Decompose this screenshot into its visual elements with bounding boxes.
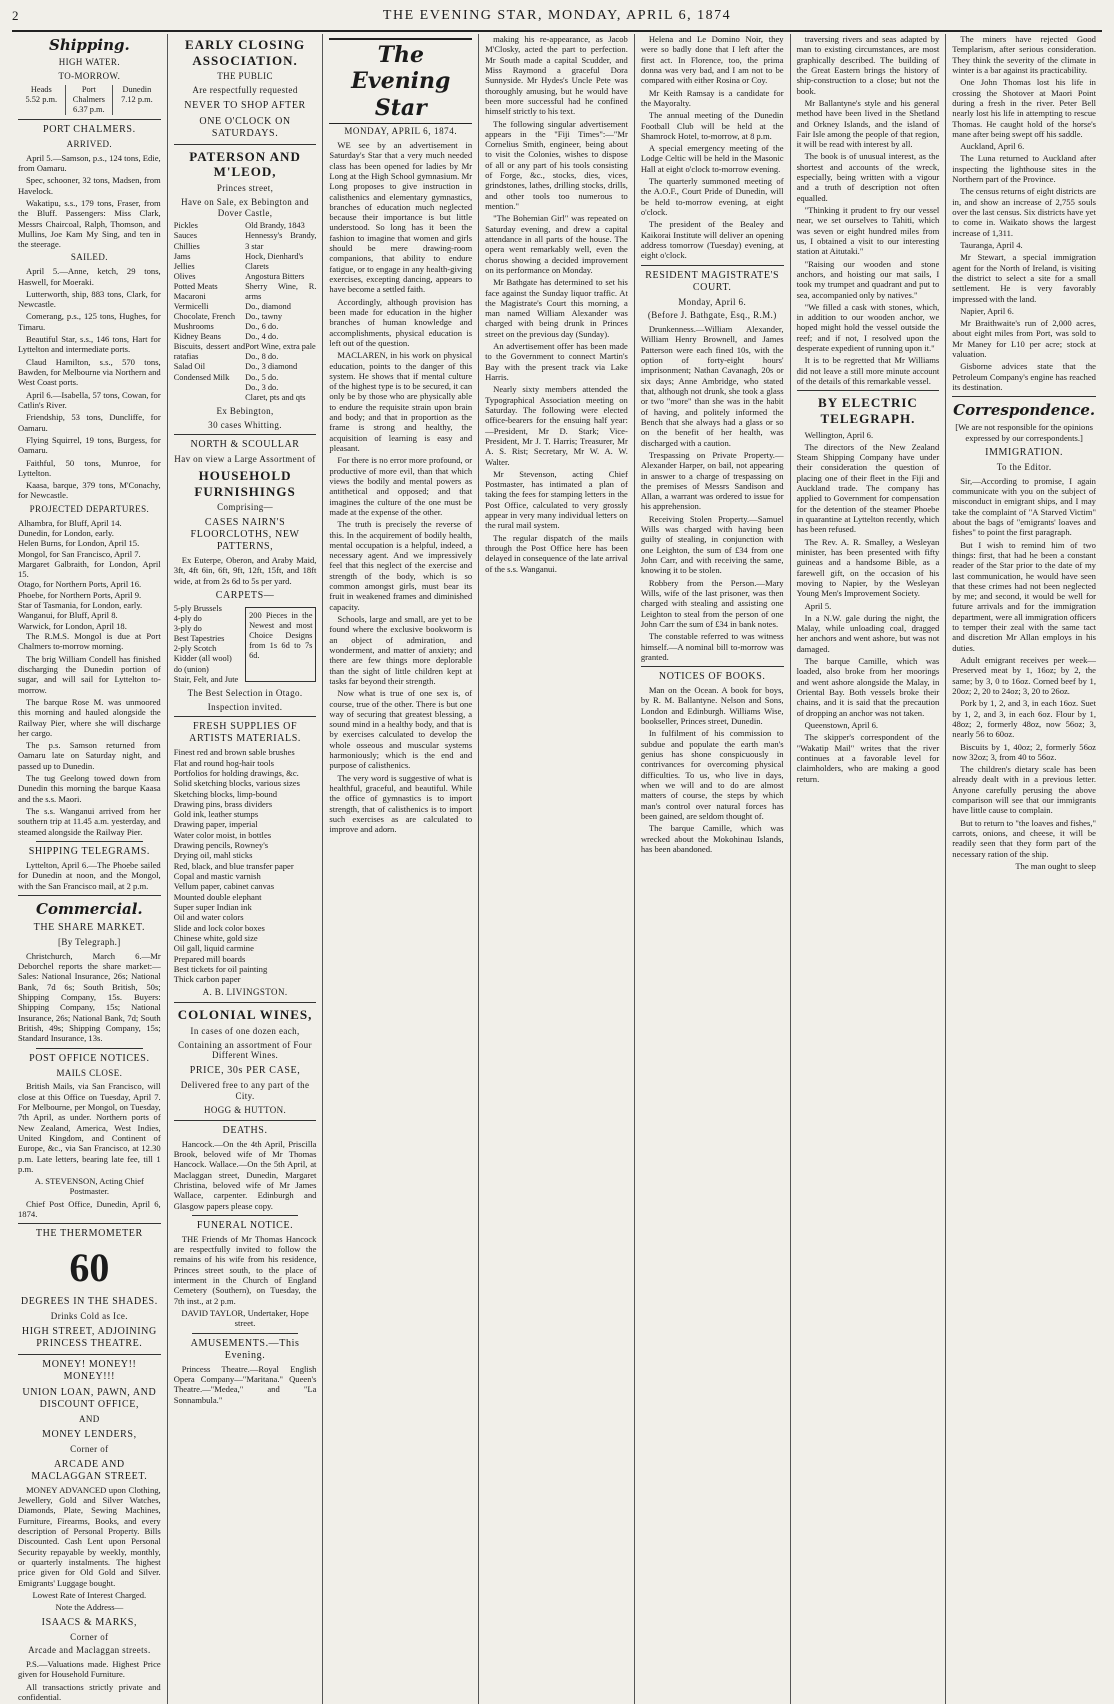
divider bbox=[174, 434, 317, 435]
paterson-item: Kidney Beans bbox=[173, 332, 221, 342]
divider bbox=[18, 1223, 161, 1224]
departure-item: Warwick, for London, April 18. bbox=[18, 620, 127, 631]
never-shop: NEVER TO SHOP AFTER bbox=[184, 99, 306, 111]
high-water: HIGH WATER. bbox=[58, 57, 120, 67]
letter-paragraph: Biscuits by 1, 40oz; 2, formerly 56oz now 32oz; 3, from 40 to 56oz. bbox=[952, 741, 1096, 762]
early-closing-heading: EARLY CLOSING ASSOCIATION. bbox=[185, 37, 306, 68]
undertaker: DAVID TAYLOR, Undertaker, Hope street. bbox=[181, 1308, 309, 1329]
column-2 bbox=[168, 34, 324, 1704]
column-5 bbox=[635, 34, 791, 1704]
princes-street: Princes street, bbox=[216, 182, 274, 193]
colonial-wines-heading: COLONIAL WINES, bbox=[177, 1007, 313, 1023]
carpets-heading: CARPETS— bbox=[215, 590, 275, 602]
departure-item: Alhambra, for Bluff, April 14. bbox=[18, 517, 122, 528]
paterson-item: Olives bbox=[173, 271, 196, 281]
departure-item: Dunedin, for London, early. bbox=[18, 527, 114, 538]
paterson-item: Condensed Milk bbox=[173, 372, 230, 382]
departure-item: Margaret Galbraith, for London, April 15. bbox=[18, 558, 161, 580]
departures-list bbox=[18, 518, 161, 631]
shipping-news-item: The R.M.S. Mongol is due at Port Chalmers to-morrow morning. bbox=[18, 631, 161, 652]
divider bbox=[641, 666, 784, 667]
artists-item: Drying oil, mahl sticks bbox=[173, 850, 253, 861]
books-paragraph: "We filled a cask with stones, which, in addition to our wooden anchor, we hoped might hold the vessel outside the reef; and if not, I resolved upon the desperate expedient of running upon it." bbox=[796, 301, 940, 354]
paterson-item: Sauces bbox=[173, 231, 197, 241]
leader-paragraph: Schools, large and small, are yet to be found where the exclusive bookworm is an object of admiration, and wonderment, and matter of anxiety; and there are few things more deplorable than the sight of little children kept at tasks far beyond their strength. bbox=[329, 614, 473, 686]
private-note: All transactions strictly private and confidential. bbox=[18, 1681, 161, 1703]
paterson-item: Macaroni bbox=[173, 291, 206, 301]
paterson-heading: PATERSON AND M'LEOD, bbox=[189, 148, 301, 180]
money-and: AND bbox=[79, 1414, 100, 1425]
departure-item: Mongol, for San Francisco, April 7. bbox=[18, 548, 141, 559]
books-paragraph: It is to be regretted that Mr Williams did not leave a still more minute account of the details of this remarkable vessel. bbox=[796, 355, 940, 386]
tide-place: Port Chalmers bbox=[72, 84, 105, 104]
paterson-item: Do., tawny bbox=[245, 312, 283, 322]
column-7 bbox=[946, 34, 1102, 1704]
shipping-news-item: The p.s. Samson returned from Oamaru late on Saturday night, and passed up to Dunedin. bbox=[18, 740, 161, 771]
telegram-text: Lyttelton, April 6.—The Phoebe sailed for Dunedin at noon, and the Mongol, with the San Francisco mail, at 2 p.m. bbox=[18, 859, 161, 891]
tide-cell bbox=[18, 85, 66, 115]
mails-close: MAILS CLOSE. bbox=[56, 1067, 123, 1078]
telegraph-paragraph: The skipper's correspondent of the "Wakatip Mail" writes that the river continues at a favorable level for claimholders, who are making a good return. bbox=[796, 732, 940, 784]
degrees-caption: DEGREES IN THE SHADES. bbox=[20, 1296, 158, 1308]
books-paragraph: traversing rivers and seas adapted by man to existing circumstances, are most graphically described. The building of the Great Eastern brings the history of ship-construction to a close; but not the book. bbox=[796, 34, 940, 96]
arcade-street: ARCADE AND MACLAGGAN STREET. bbox=[31, 1458, 148, 1482]
telegraph-paragraph: Mr Stewart, a special immigration agent for the North of Ireland, is visiting the district to select a site for a small settlement. He is very favorably impressed with the land. bbox=[952, 252, 1096, 304]
sailing-item: Claud Hamilton, s.s., 570 tons, Bawden, for Melbourne via Northern and West Coast ports. bbox=[18, 356, 161, 388]
arcade-street-2: Arcade and Maclaggan streets. bbox=[28, 1645, 151, 1656]
artists-item: Chinese white, gold size bbox=[173, 932, 258, 943]
telegraph-paragraph: Tauranga, April 4. bbox=[960, 239, 1023, 250]
court-paragraph: Receiving Stolen Property.—Samuel Wills was charged with having been guilty of stealing, in conjunction with one Leighton, the sum of £34 from one John Carr, and with receiving the same, knowing it to be stolen. bbox=[640, 513, 784, 576]
column-4 bbox=[479, 34, 635, 1704]
telegraph-paragraph: Queenstown, April 6. bbox=[804, 719, 879, 730]
departure-item: Otago, for Northern Ports, April 16. bbox=[18, 579, 142, 590]
correspondence-heading: Correspondence. bbox=[953, 401, 1096, 420]
news-paragraph: Helena and Le Domino Noir, they were so badly done that I left after the first act. In Florence, too, the prima donna was very bad, and I am not to be compared with either Rosina or Coy. bbox=[640, 34, 784, 86]
carpet-item: do (union) bbox=[173, 664, 209, 674]
tide-table bbox=[18, 85, 161, 115]
books-paragraph: In fulfilment of his commission to subdue and populate the earth man's genius has shone conspicuously in contrivances for overcoming physical difficulties. To us, who live in days, when we will and to do are almost matters of course, the steps by which man's control over natural forces has been gained, are seldom thought of. bbox=[640, 728, 784, 821]
divider bbox=[797, 390, 940, 391]
divider bbox=[174, 144, 317, 145]
artists-item: Portfolios for holding drawings, &c. bbox=[173, 767, 299, 778]
shipping-news-item: The barque Rose M. was unmoored this morning and hauled alongside the Railway Pier, where she will discharge her cargo. bbox=[18, 696, 161, 738]
sailing-item: Kaasa, barque, 379 tons, M'Conachy, for Newcastle. bbox=[18, 480, 161, 501]
news-paragraph: making his re-appearance, as Jacob M'Closky, acted the part to perfection. Mr South made a capital Scudder, and Miss Raymond a graceful Dora Sunnyside. Mr Hydes's Uncle Pete was thoroughly amusing, but he would have been more successful had he confined himself strictly to his text. bbox=[485, 34, 628, 117]
divider bbox=[18, 119, 161, 120]
news-paragraph: Nearly sixty members attended the Typographical Association meeting on Saturday. The following were elected office-bearers for the ensuing half year:—President, Mr D. Stark; Vice-President, Mr J. T. Harris; Treasurer, Mr A. S. Rist; Secretary, Mr W. A. W. Walter. bbox=[485, 384, 628, 467]
livingston-signature: A. B. LIVINGSTON. bbox=[202, 987, 288, 998]
artists-item: Drawing pins, brass dividers bbox=[173, 798, 273, 809]
inspection-invited: Inspection invited. bbox=[207, 701, 283, 712]
tide-cell bbox=[66, 85, 114, 115]
wine-cases: In cases of one dozen each, bbox=[190, 1025, 300, 1036]
paterson-item: Do., 3 diamond bbox=[245, 362, 298, 372]
news-paragraph: The quarterly summoned meeting of the A.O.F., Court Pride of Dunedin, will be held to-morrow evening, at eight o'clock. bbox=[640, 176, 784, 217]
artists-item: Finest red and brown sable brushes bbox=[173, 747, 295, 758]
divider bbox=[174, 716, 317, 717]
sailing-item: Comerang, p.s., 125 tons, Hughes, for Timaru. bbox=[18, 311, 161, 332]
telegraph-news bbox=[797, 430, 940, 784]
paterson-item: Do., 6 do. bbox=[245, 322, 279, 332]
paterson-item: Angostura Bitters bbox=[245, 271, 305, 281]
telegraph-paragraph: Gisborne advices state that the Petroleum Company's engine has reached its destination. bbox=[952, 361, 1096, 392]
postmaster-signature: A. STEVENSON, Acting Chief Postmaster. bbox=[34, 1176, 144, 1197]
artists-item: Copal and mastic varnish bbox=[173, 871, 261, 882]
arrived-label: ARRIVED. bbox=[66, 138, 113, 149]
telegraph-paragraph: The miners have rejected Good Templarism, after serious consideration. They think the severity of the climate in winter is a bar against its practicability. bbox=[952, 34, 1096, 75]
shipping-news bbox=[18, 631, 161, 837]
telegraph-heading: BY ELECTRIC TELEGRAPH. bbox=[818, 395, 918, 426]
paterson-item: Port Wine, extra pale bbox=[245, 342, 316, 352]
paterson-item: Biscuits, dessert and ratafias bbox=[173, 342, 246, 362]
telegraph-paragraph: The census returns of eight districts are in, and show an increase of 2,755 souls over the last census. Six districts have yet to come in. Waikato shows the largest increase of 1,311. bbox=[952, 186, 1096, 238]
paterson-item: Hennessy's Brandy, 3 star bbox=[245, 231, 317, 251]
wine-containing: Containing an assortment of Four Different Wines. bbox=[178, 1039, 312, 1061]
telegraph-paragraph: The Luna returned to Auckland after inspecting the lighthouse sites in the Northern part of the Province. bbox=[952, 153, 1096, 185]
telegraph-paragraph: Napier, April 6. bbox=[960, 305, 1014, 316]
departure-item: Helen Burns, for London, April 15. bbox=[18, 538, 140, 549]
books-paragraph: The barque Camille, which was wrecked about the Mokohinau Islands, has been abandoned. bbox=[640, 823, 784, 854]
funeral-heading: FUNERAL NOTICE. bbox=[196, 1219, 294, 1231]
shipping-news-item: The brig William Condell has finished discharging the Dunedin portion of sugar, and will sail for Lyttelton to-morrow. bbox=[18, 653, 161, 695]
to-editor: To the Editor. bbox=[996, 461, 1052, 472]
commercial-heading: Commercial. bbox=[36, 899, 143, 918]
local-news bbox=[485, 34, 628, 574]
books-paragraph: Mr Ballantyne's style and his general method have been lived in the Shetland and Orkney Islands, and the island of Fair Isle among the people of that region, it will be read with interest by all. bbox=[796, 97, 940, 150]
immigration-letter bbox=[952, 476, 1096, 859]
thermometer-heading: THE THERMOMETER bbox=[35, 1228, 143, 1240]
paterson-item: Do., diamond bbox=[245, 301, 291, 311]
news-paragraph: "The Bohemian Girl" was repeated on Saturday evening, and drew a capital attendance in all parts of the house. The opera went remarkably well, even the chorus showing a decided improvement on its performance on Monday. bbox=[485, 213, 628, 275]
telegraph-paragraph: The barque Camille, which was loaded, also broke from her moorings and went ashore alongside the Malay, in Oriental Bay. Both vessels broke their chains, and it is said that the precaution of dropping an anchor was not taken. bbox=[796, 656, 940, 718]
leader-paragraph: Accordingly, although provision has been made for education in the higher branches of human knowledge and accomplishments, physical education is left out of the question. bbox=[329, 296, 473, 348]
telegraph-paragraph: Auckland, April 6. bbox=[960, 141, 1025, 152]
paterson-item: Do., 4 do. bbox=[245, 332, 279, 342]
tide-cell bbox=[113, 85, 161, 115]
letter-paragraph: Pork by 1, 2, and 3, in each 16oz. Suet by 1, 2, and 3, in each 6oz. Flour by 1, 48oz; 2, formerly 48oz, now 56oz; 3, nearly 56 to 60oz. bbox=[952, 698, 1096, 740]
closing-line: The man ought to sleep bbox=[1015, 860, 1096, 871]
telegraph-paragraph: April 5. bbox=[804, 600, 832, 611]
telegraph-paragraph: Wellington, April 6. bbox=[804, 429, 874, 440]
artists-item: Drawing paper, imperial bbox=[173, 819, 258, 830]
masthead bbox=[12, 6, 1102, 32]
carpet-item: 4-ply do bbox=[173, 614, 202, 624]
divider bbox=[641, 265, 784, 266]
arrival-item: Wakatipu, s.s., 179 tons, Fraser, from the Bluff. Passengers: Miss Clark, Messrs Chaircoal, Ralph, Thomson, and Mullins, Joe Kam My Sing, and ten in the steerage. bbox=[18, 197, 161, 250]
divider bbox=[174, 1002, 317, 1003]
leader-paragraph: MACLAREN, in his work on physical education, points to the danger of this system. He shows that if mental culture of the highest type is to be secured, it can only be by those who are physically able to endure the requisite strain upon brain and body; and that in proportion as the frame is strong and healthy, the acquisition of learning is easy and pleasant. bbox=[329, 350, 473, 454]
north-have: Hav on view a Large Assortment of bbox=[174, 454, 316, 465]
requested: Are respectfully requested bbox=[192, 84, 298, 95]
share-market-heading: THE SHARE MARKET. bbox=[33, 921, 146, 933]
telegraph-paragraph: One John Thomas lost his life in crossing the Shotover at Maori Point during a fresh in the river. Peter Bell nearly lost his life in attempting to rescue Thomas. He caught hold of the horse's mane after being swept off his saddle. bbox=[952, 77, 1096, 139]
divider bbox=[18, 1354, 161, 1355]
nairn-floorcloths: CASES NAIRN'S FLOORCLOTHS, NEW PATTERNS, bbox=[190, 517, 300, 553]
paterson-item: Do., 3 do. bbox=[245, 382, 279, 392]
amusements-heading: AMUSEMENTS.—This Evening. bbox=[190, 1337, 300, 1361]
news-paragraph: Mr Keith Ramsay is a candidate for the Mayoralty. bbox=[640, 87, 784, 108]
divider bbox=[192, 1333, 299, 1334]
carpet-item: Best Tapestries bbox=[173, 634, 225, 644]
valuations: P.S.—Valuations made. Highest Price given for Household Furniture. bbox=[18, 1659, 161, 1680]
paterson-list-right bbox=[245, 221, 316, 402]
letter-paragraph: Sir,—According to promise, I again communicate with you on the subject of misconduct in emigrant ships, and I may take the complaint of "A Starved Victim" about the bags of "emigrants' loaves and fishes" to point the first paragraph. bbox=[952, 475, 1096, 538]
artists-item: Thick carbon paper bbox=[173, 974, 241, 985]
sailing-item: April 5.—Anne, ketch, 29 tons, Haswell, for Moeraki. bbox=[18, 266, 161, 287]
money-corner-2: Corner of bbox=[70, 1631, 109, 1642]
wine-delivered: Delivered free to any part of the City. bbox=[180, 1080, 310, 1102]
artists-item: Drawing pencils, Rowney's bbox=[173, 840, 269, 851]
departure-item: Star of Tasmania, for London, early. bbox=[18, 600, 143, 611]
arrival-item: Spec, schooner, 32 tons, Madsen, from Havelock. bbox=[18, 175, 161, 196]
books-heading: NOTICES OF BOOKS. bbox=[658, 671, 766, 683]
post-office-date: Chief Post Office, Dunedin, April 6, 1874. bbox=[18, 1198, 161, 1220]
paterson-item: Pickles bbox=[173, 221, 198, 231]
telegraph-paragraph: The directors of the New Zealand Steam Shipping Company have under their consideration the question of placing one of their fleet in the Fiji and Auckland trade. The company has applied to Government for compensation for the detention of the steamer Phoebe in quarantine at Lyttelton recently, which has been refused. bbox=[796, 441, 940, 535]
news-paragraph: The annual meeting of the Dunedin Football Club will be held at the Shamrock Hotel, to-morrow, at 8 p.m. bbox=[640, 110, 784, 141]
sailing-item: Lutterworth, ship, 883 tons, Clark, for Newcastle. bbox=[18, 288, 161, 310]
court-heading: RESIDENT MAGISTRATE'S COURT. bbox=[645, 269, 780, 293]
north-text: Ex Euterpe, Oberon, and Araby Maid, 3ft, 4ft 6in, 6ft, 9ft, 12ft, 15ft, and 18ft wide, at from 2s 6d to 5s per yard. bbox=[173, 555, 317, 586]
wine-price: PRICE, 30s PER CASE, bbox=[189, 1065, 301, 1077]
sailing-item: Flying Squirrel, 19 tons, Burgess, for Oamaru. bbox=[18, 434, 161, 456]
paterson-item: Do., 8 do. bbox=[245, 352, 279, 362]
sailing-item: Beautiful Star, s.s., 146 tons, Hart for Lyttelton and intermediate ports. bbox=[18, 334, 161, 355]
carpet-items bbox=[174, 604, 245, 685]
letter-paragraph: Adult emigrant receives per week—Preserved meat by 1, 16oz; by 2, the same; by 3, 0 to 16oz. Corned beef by 1, 20oz; 2, 20 to 24oz; 3, 20 to 26oz. bbox=[952, 655, 1096, 696]
leader-paragraph: The very word is suggestive of what is healthful, graceful, and beautiful. While the office of gymnastics is to import strength, that of calisthenics is to import such exercises as are calculated to improve and adorn. bbox=[329, 772, 473, 835]
paterson-list bbox=[174, 221, 317, 402]
artists-item: Water color moist, in bottles bbox=[173, 829, 272, 840]
books-paragraph: "Raising our wooden and stone anchors, and hoisting our mat sails, I took my trumpet and quadrant and put to sea, accompanied only by natives." bbox=[796, 258, 940, 300]
telegraph-continued bbox=[952, 34, 1096, 392]
tide-place: Dunedin bbox=[122, 84, 152, 94]
leader-paragraph: Now what is true of one sex is, of course, true of the other. There is but one way of securing that greatest blessing, a sound mind in a healthy body, and that is by exercises calculated to develop the whole osseous and muscular systems harmoniously; which is the end and purpose of calisthenics. bbox=[329, 688, 473, 771]
artists-item: Gold ink, leather stumps bbox=[173, 809, 259, 820]
news-paragraph: The following singular advertisement appears in the "Fiji Times":—"Mr Cornelius Smith, engineer, being about to visit the Colonies, wishes to dispose of all or any part of his tools consisting of Forge, &c., stocks, dies, vices, grindstones, lathes, drilling stocks, drills, and other tools too numerous to mention." bbox=[485, 118, 628, 211]
shipping-news-item: The tug Geelong towed down from Dunedin this morning the barque Kaasa and the s.s. Maori. bbox=[18, 773, 161, 804]
port-heading: PORT CHALMERS. bbox=[43, 123, 136, 135]
court-paragraph: The constable referred to was witness himself.—A nominal bill to-morrow was granted. bbox=[640, 631, 784, 662]
correspondence-note: [We are not responsible for the opinions expressed by our correspondents.] bbox=[955, 422, 1093, 443]
deaths-text: Hancock.—On the 4th April, Priscilla Brook, beloved wife of Mr Thomas Hancock. Wallace.—On the 5th April, at Maclaggan street, Dunedin, Margaret Christina, beloved wife of Mr James Wallace, carpenter. Edinburgh and Glasgow papers please copy. bbox=[173, 1138, 317, 1211]
lowest-rate: Lowest Rate of Interest Charged. bbox=[32, 1589, 147, 1600]
news-paragraph: Mr Bathgate has determined to set his face against the Sunday liquor traffic. At the Magistrate's Court this morning, a man named William Alexander was charged with being drunk in Princes street on the previous day (Sunday). bbox=[485, 277, 628, 339]
divider bbox=[36, 841, 143, 842]
court-reports bbox=[641, 324, 784, 662]
shipping-news-item: The s.s. Wanganui arrived from her southern trip at 11.45 a.m. yesterday, and steamed alongside the Railway Pier. bbox=[18, 806, 161, 837]
local-news-2 bbox=[641, 34, 784, 261]
projected-label: PROJECTED DEPARTURES. bbox=[29, 503, 150, 514]
union-loan: UNION LOAN, PAWN, AND DISCOUNT OFFICE, bbox=[22, 1387, 157, 1411]
divider bbox=[192, 1215, 299, 1216]
divider bbox=[952, 396, 1096, 397]
share-text: Christchurch, March 6.—Mr Deborchel reports the share market:—Sales: National Insurance, 26s; National Bank, 7d 6s; South British, 50s; Shipping Company, 15s. Buyers: Shipping Company, 15s; National Insurance, 26s; National Bank, 7d; South British, 49s; Shipping Company, 15s; Standard Insurance, 13s. bbox=[18, 950, 161, 1044]
tide-time: 5.52 p.m. bbox=[25, 94, 58, 104]
books-notices bbox=[641, 685, 784, 854]
news-paragraph: Mr Stevenson, acting Chief Postmaster, has intimated a plan of taking the fees for stamping letters in the Post Office, calculated to very grossly appear in very many individual letters on the rural mail system. bbox=[485, 468, 628, 531]
books-paragraph: "Thinking it prudent to fry our vessel near, we set ourselves to Tahiti, which was seven or eight hundred miles from us, I obtained a visit to our interesting station at Aitutaki." bbox=[796, 205, 940, 257]
books-continued bbox=[797, 34, 940, 386]
artists-item: Flat and round hog-hair tools bbox=[173, 757, 274, 768]
arrivals-list bbox=[18, 153, 161, 250]
shipping-heading: Shipping. bbox=[48, 36, 130, 54]
page-title: THE EVENING STAR, MONDAY, APRIL 6, 1874 bbox=[382, 8, 732, 23]
divider bbox=[36, 1048, 143, 1049]
carpet-list bbox=[174, 604, 317, 685]
artists-item: Oil gall, liquid carmine bbox=[173, 943, 254, 954]
news-paragraph: A special emergency meeting of the Lodge Celtic will be held in the Masonic Hall at eight o'clock to-morrow evening. bbox=[640, 143, 784, 174]
columns bbox=[12, 34, 1102, 1703]
leader-paragraph: WE see by an advertisement in Saturday's Star that a very much needed class has been opened for ladies by Mr Long at the High School gymnasium. Mr Long proposes to give instruction in calisthenics and elementary gymnastics, branches of education much neglected because their importance is but little understood. So long has it been the fashion to imagine that women and girls should be mere drawing-room companions, that ability to endure fatigue, or to engage in any health-giving exercises, excepting dancing, appears to have become a settled faith. bbox=[329, 139, 473, 295]
books-paragraph: Man on the Ocean. A book for boys, by R. M. Ballantyne. Nelson and Sons, London and Edinburgh. Williams Wise, bookseller, Princes street, Dunedin. bbox=[640, 685, 784, 727]
sailed-label: SAILED. bbox=[70, 252, 108, 263]
telegraph-paragraph: The Rev. A. R. Smalley, a Wesleyan minister, has been presented with fifty guineas and a handsome Bible, as a farewell gift, on the occasion of his moving to Napier, by the Wesleyan Young Men's Improvement Society. bbox=[796, 536, 940, 599]
carpet-item: 5-ply Brussels bbox=[173, 604, 222, 614]
note-address: Note the Address— bbox=[55, 1602, 124, 1613]
funeral-text: THE Friends of Mr Thomas Hancock are respectfully invited to follow the remains of his wife from his residence, Princes street south, to the place of interment in the Church of England Cemetery (Southern), on Tuesday, the 7th inst., at 2 p.m. bbox=[173, 1233, 317, 1306]
paterson-item: Vermicelli bbox=[173, 301, 209, 311]
paterson-item: Sherry Wine, R. arms bbox=[245, 281, 317, 301]
sailings-list bbox=[18, 266, 161, 501]
sailing-item: Friendship, 53 tons, Duncliffe, for Oamaru. bbox=[18, 412, 161, 433]
evening-star-title: The Evening Star bbox=[329, 38, 472, 124]
court-paragraph: Trespassing on Private Property.—Alexander Harper, on bail, not appearing in answer to a charge of trespassing on the premises of Messrs Sandison and Allan, a warrant was ordered to issue for his apprehension. bbox=[640, 449, 784, 512]
deaths-heading: DEATHS. bbox=[222, 1124, 268, 1136]
artists-item: Sketching blocks, limp-bound bbox=[173, 788, 278, 799]
post-office-text: British Mails, via San Francisco, will close at this Office on Tuesday, April 7. For Melbourne, per Mongol, on Tuesday, 7th April, as under. Northern ports of New Zealand, America, West Indies, United Kingdom, and Continent of Europe, &c., via San Francisco, at 12.30 p.m. Late letters, bearing late fee, till 1 p.m. bbox=[18, 1081, 161, 1174]
household-furnishings: HOUSEHOLD FURNISHINGS bbox=[194, 468, 296, 499]
artists-item: Slide and lock color boxes bbox=[173, 922, 265, 933]
money-heading: MONEY! MONEY!! MONEY!!! bbox=[42, 1359, 137, 1383]
best-selection: The Best Selection in Otago. bbox=[187, 687, 303, 698]
telegraph-paragraph: In a N.W. gale during the night, the Malay, while unloading coal, dragged her anchors and went ashore, but was not damaged. bbox=[796, 612, 940, 654]
artists-item: Mounted double elephant bbox=[173, 891, 262, 902]
immigration-heading: IMMIGRATION. bbox=[985, 446, 1064, 458]
sailing-item: Faithful, 50 tons, Munroe, for Lyttelton. bbox=[18, 457, 161, 478]
column-1 bbox=[12, 34, 168, 1704]
carpet-item: 3-ply do bbox=[173, 624, 202, 634]
artists-materials-list bbox=[174, 747, 317, 984]
paterson-item: Chillies bbox=[173, 241, 200, 251]
comprising: Comprising— bbox=[217, 502, 274, 513]
paterson-item: Clarets bbox=[245, 261, 269, 271]
letter-paragraph: But to return to "the loaves and fishes," carrots, onions, and cheese, it will be readily seen that they form part of the necessary ration of the ship. bbox=[952, 817, 1096, 859]
the-public: THE PUBLIC bbox=[217, 71, 273, 82]
news-paragraph: An advertisement offer has been made to the Government to connect Martin's Bay with the present track via Lake Harris. bbox=[485, 341, 628, 382]
artists-item: Red, black, and blue transfer paper bbox=[173, 860, 294, 871]
carpet-note: 200 Pieces in the Newest and most Choice Designs from 1s 6d to 7s 6d. bbox=[245, 607, 316, 682]
artists-item: Super super Indian ink bbox=[173, 901, 252, 912]
paterson-have: Have on Sale, ex Bebington and Dover Castle, bbox=[181, 196, 310, 218]
telegraph-paragraph: Mr Braithwaite's run of 2,000 acres, about eight miles from Port, was sold to Mr Maney for L10 per acre; stock at valuation. bbox=[952, 318, 1096, 360]
one-oclock: ONE O'CLOCK ON SATURDAYS. bbox=[199, 115, 291, 139]
paterson-item: Jams bbox=[173, 251, 191, 261]
departure-item: Phoebe, for Northern Ports, April 9. bbox=[18, 589, 142, 600]
paterson-item: Jellies bbox=[173, 261, 195, 271]
ex-bebington: Ex Bebington, bbox=[216, 405, 274, 416]
carpet-item: Kidder (all wool) bbox=[173, 654, 232, 664]
artists-item: Oil and water colors bbox=[173, 912, 244, 923]
paterson-list-left bbox=[174, 221, 245, 402]
divider bbox=[18, 895, 161, 896]
tide-place: Heads bbox=[30, 84, 52, 94]
paterson-item: Old Brandy, 1843 bbox=[245, 221, 305, 231]
money-corner: Corner of bbox=[70, 1443, 109, 1454]
artists-heading: FRESH SUPPLIES OF ARTISTS MATERIALS. bbox=[189, 721, 301, 745]
letter-paragraph: But I wish to remind him of two things: first, that had he been a constant reader of the Star prior to the date of my last communication, he would have seen that these crimes had not been neglected by me; and second, it would be well for future arrivals and for the immigration department, were all immigration officers to temper their zeal with the same tact and discretion Mr Allan employs in his duties. bbox=[952, 539, 1096, 653]
isaacs-marks: ISAACS & MARKS, bbox=[41, 1616, 138, 1628]
post-office-heading: POST OFFICE NOTICES. bbox=[29, 1052, 150, 1064]
money-lenders: MONEY LENDERS, bbox=[42, 1428, 137, 1440]
news-paragraph: The regular dispatch of the mails through the Post Office here has been delayed in consequence of the late arrival of the s.s. Wanganui. bbox=[485, 532, 628, 574]
telegrams-heading: SHIPPING TELEGRAMS. bbox=[28, 845, 150, 857]
court-before: (Before J. Bathgate, Esq., R.M.) bbox=[647, 310, 777, 321]
paterson-item: Potted Meats bbox=[173, 281, 218, 291]
paterson-item: Do., 5 do. bbox=[245, 372, 279, 382]
court-paragraph: Drunkenness.—William Alexander, William Henry Brownell, and James Patterson were each fined 10s, with the option of forty-eight hours' imprisonment; Nathan Cavanagh, 20s or six days; Anne Ambridge, who stated that, although not drunk, she took a glass or two "more" than she was in the habit of having, and politely informed the Bench that she always had a glass or so on the benefit of her health, was discharged with a caution. bbox=[640, 324, 784, 448]
paterson-item: Hock, Dienhard's bbox=[245, 251, 304, 261]
court-paragraph: Robbery from the Person.—Mary Wills, wife of the last prisoner, was then charged with stealing and assisting one Leighton to steal from the person of one John Carr the sum of £34 in bank notes. bbox=[640, 577, 784, 629]
paterson-item: Salad Oil bbox=[173, 362, 206, 372]
leader-paragraph: The truth is precisely the reverse of this. In the acquirement of bodily health, mental occupation is a helpful, indeed, a necessary agent. And we impressively feel that this neglect of the exercise and strength of the body, which is so common amongst girls, must bear its fruit in weakened frames and diminished capacity. bbox=[329, 519, 473, 612]
cold-drinks: Drinks Cold as Ice. bbox=[50, 1311, 128, 1322]
books-paragraph: The book is of unusual interest, as the shortest and accounts of the wreck, especially, being written with a vigour and a truth of description not often equalled. bbox=[796, 151, 940, 203]
tomorrow-label: TO-MORROW. bbox=[58, 70, 121, 81]
artists-item: Solid sketching blocks, various sizes bbox=[173, 778, 300, 789]
column-3 bbox=[323, 34, 479, 1704]
paterson-item: Mushrooms bbox=[173, 322, 214, 332]
money-text: MONEY ADVANCED upon Clothing, Jewellery, Gold and Silver Watches, Diamonds, Plate, Sewing Machines, Furniture, Firearms, Books, and every description of Personal Property. Bills Discounted. Cash Lent upon Personal Security repayable by weekly, monthly, or quarterly instalments. The highest price given for Old Gold and Silver. Emigrants' Luggage bought. bbox=[18, 1484, 161, 1588]
artists-item: Vellum paper, cabinet canvas bbox=[173, 881, 275, 892]
cases-whitting: 30 cases Whitting. bbox=[208, 419, 282, 430]
carpet-item: Stair, Felt, and Jute bbox=[173, 674, 239, 684]
leader-date: MONDAY, APRIL 6, 1874. bbox=[344, 126, 458, 137]
artists-item: Prepared mill boards bbox=[173, 953, 246, 964]
tide-time: 6.37 p.m. bbox=[73, 104, 105, 114]
paterson-item: Chocolate, French bbox=[173, 312, 236, 322]
tide-time: 7.12 p.m. bbox=[121, 94, 153, 104]
court-date: Monday, April 6. bbox=[678, 296, 747, 307]
news-paragraph: The president of the Bealey and Kaikorai Institute will deliver an opening address tomorrow (Tuesday) evening, at eight o'clock. bbox=[640, 219, 784, 261]
leader-article bbox=[329, 140, 472, 835]
hogg-hutton: HOGG & HUTTON. bbox=[203, 1104, 287, 1115]
sailing-item: April 6.—Isabella, 57 tons, Cowan, for Catlin's River. bbox=[18, 389, 161, 410]
divider bbox=[174, 1120, 317, 1121]
letter-paragraph: The children's dietary scale has been already dealt with in a previous letter. Anyone carefully perusing the above comparison will see that our immigrants have little cause to complain. bbox=[952, 764, 1096, 816]
arrival-item: April 5.—Samson, p.s., 124 tons, Edie, from Oamaru. bbox=[18, 152, 161, 173]
amusements-text: Princess Theatre.—Royal English Opera Company—"Maritana." Queen's Theatre.—"Medea," and "La Sonnambula." bbox=[173, 1363, 317, 1405]
north-scoullar: NORTH & SCOULLAR bbox=[190, 439, 300, 451]
column-6 bbox=[791, 34, 947, 1704]
by-telegraph: [By Telegraph.] bbox=[58, 936, 121, 947]
artists-item: Best tickets for oil painting bbox=[173, 963, 268, 974]
page-number: 2 bbox=[12, 8, 19, 23]
carpet-item: 2-ply Scotch bbox=[173, 644, 217, 654]
leader-paragraph: For there is no error more profound, or productive of more evil, than that which views the bodily and mental powers as antithetical and opposed; and that imagines the culture of the one must be made at the expense of the other. bbox=[329, 455, 473, 517]
temperature: 60 bbox=[69, 1245, 110, 1291]
high-street: HIGH STREET, ADJOINING PRINCESS THEATRE. bbox=[21, 1326, 157, 1350]
paterson-item: Claret, pts and qts bbox=[245, 392, 306, 402]
departure-item: Wanganui, for Bluff, April 8. bbox=[18, 610, 118, 621]
